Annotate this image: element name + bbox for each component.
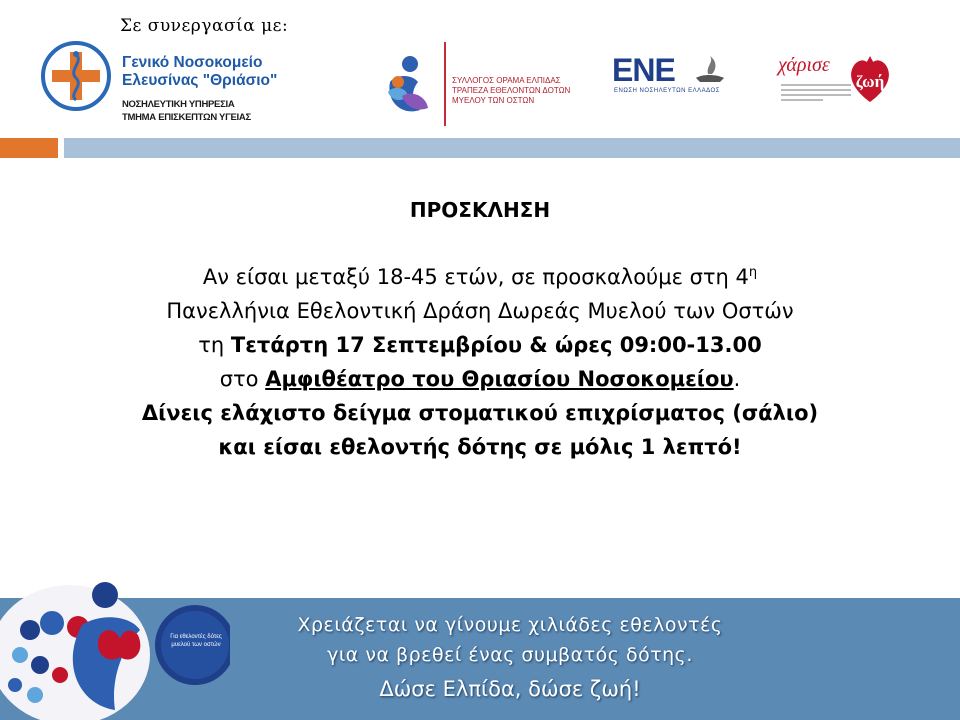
invitation-line-6: και είσαι εθελοντής δότης σε μόλις 1 λεπτό! xyxy=(218,435,742,459)
invitation-line-5: Δίνεις ελάχιστο δείγμα στοματικού επιχρίσματος (σάλιο) xyxy=(141,401,819,425)
orama-line2: ΤΡΑΠΕΖΑ ΕΘΕΛΟΝΤΩΝ ΔΟΤΩΝ xyxy=(452,86,571,95)
lamp-icon xyxy=(694,56,726,86)
charise-text xyxy=(778,54,830,77)
charise-fineprint xyxy=(781,84,851,104)
ene-subtitle: ΕΝΩΣΗ ΝΟΣΗΛΕΥΤΩΝ ΕΛΛΑΔΟΣ xyxy=(614,88,720,94)
footer-line-1: Χρειάζεται να γίνουμε χιλιάδες εθελοντές xyxy=(297,614,723,636)
hospital-name xyxy=(122,54,277,90)
hospital-sub-line2: ΤΜΗΜΑ ΕΠΙΣΚΕΠΤΩΝ ΥΓΕΙΑΣ xyxy=(122,112,251,123)
hospital-name-line2: Ελευσίνας "Θριάσιο" xyxy=(122,72,278,89)
invitation-line-4 xyxy=(0,362,960,396)
invitation-line-1 xyxy=(0,256,960,294)
footer-illustration xyxy=(0,535,230,720)
header-bar xyxy=(64,138,960,158)
invitation-line-1-text: Αν είσαι μεταξύ 18-45 ετών, σε προσκαλούμε στη 4 xyxy=(202,265,749,289)
orama-divider xyxy=(444,42,446,126)
hospital-logo xyxy=(40,40,330,130)
invitation-body xyxy=(0,198,960,464)
hospital-subtitle xyxy=(122,98,251,124)
hospital-sub-line1: ΝΟΣΗΛΕΥΤΙΚΗ ΥΠΗΡΕΣΙΑ xyxy=(122,99,235,110)
event-date-time: Τετάρτη 17 Σεπτεμβρίου & ώρες 09:00-13.00 xyxy=(230,333,762,357)
orama-line1: ΣΥΛΛΟΓΟΣ ΟΡΑΜΑ ΕΛΠΙΔΑΣ xyxy=(452,76,561,85)
footer-slogan: Δώσε Ελπίδα, δώσε ζωή! xyxy=(379,677,641,701)
mother-child-icon xyxy=(372,52,440,120)
charise-zoi-logo xyxy=(775,48,900,118)
invitation-title: ΠΡΟΣΚΛΗΣΗ xyxy=(409,198,551,222)
invitation-line-3-prefix: τη xyxy=(198,333,231,357)
hospital-name-line1: Γενικό Νοσοκομείο xyxy=(122,54,263,71)
charise-text-a: χάρισε xyxy=(778,54,830,76)
invitation-line-4-prefix: στο xyxy=(219,367,266,391)
orama-elpidas-logo xyxy=(362,34,572,134)
invitation-line-1-sup: η xyxy=(748,265,758,280)
footer-message xyxy=(230,610,790,708)
invitation-line-3 xyxy=(0,328,960,362)
collaboration-label: Σε συνεργασία με: xyxy=(120,16,289,36)
header-bar-accent xyxy=(0,138,58,158)
volunteers-illustration-icon xyxy=(0,535,230,720)
hospital-emblem-icon xyxy=(40,40,112,112)
event-venue: Αμφιθέατρο του Θριασίου Νοσοκομείου xyxy=(265,367,734,391)
charise-zoi-text: ζωή xyxy=(855,72,885,91)
invitation-line-2: Πανελλήνια Εθελοντική Δράση Δωρεάς Μυελού των Οστών xyxy=(166,299,794,323)
ene-logo xyxy=(612,52,732,102)
footer-badge-text: Για εθελοντές δότες μυελού των οστών xyxy=(170,634,222,648)
orama-text xyxy=(452,76,570,106)
footer-line-2: για να βρεθεί ένας συμβατός δότης. xyxy=(327,644,693,666)
orama-line3: ΜΥΕΛΟΥ ΤΩΝ ΟΣΤΩΝ xyxy=(452,96,535,105)
ene-logo-text: ΕΝΕ xyxy=(612,52,675,88)
invitation-line-4-suffix: . xyxy=(733,367,741,391)
